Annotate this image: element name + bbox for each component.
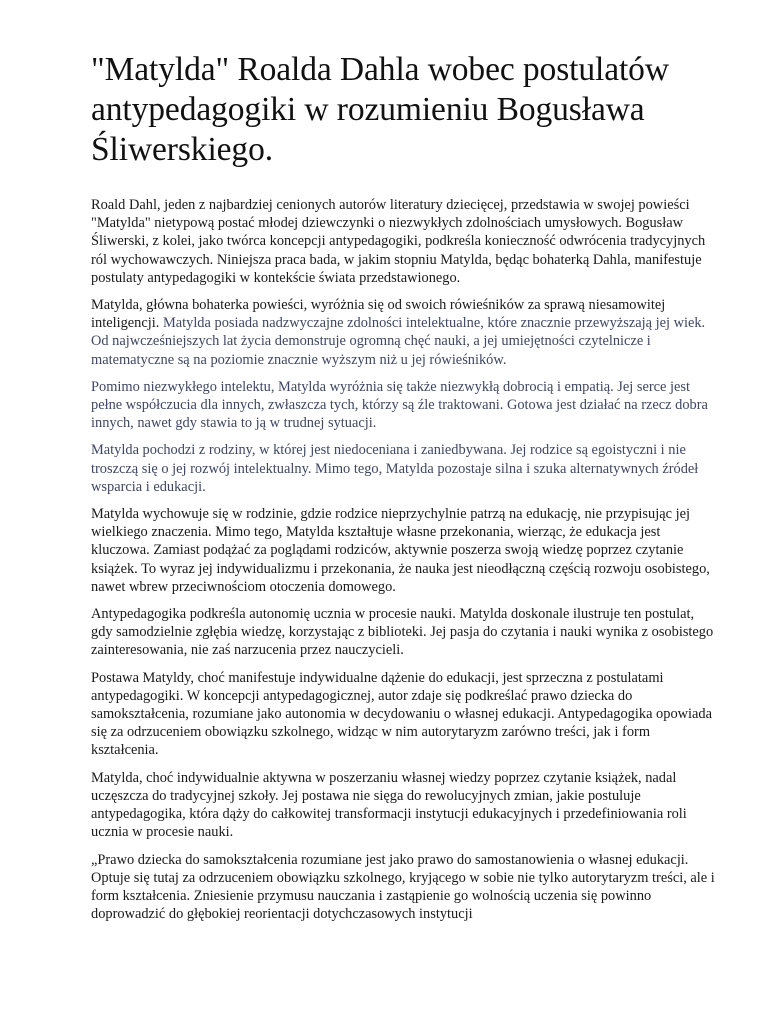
paragraph-text: Matylda, choć indywidualnie aktywna w poszerzaniu własnej wiedzy poprzez czytanie książek, nadal uczęszcza do tradycyjnej szkoły. Jej postawa nie sięga do rewolucyjnych zmian, jakie postuluje antypedagogika, która dąży do całkowitej transformacji instytucji edukacyjnych i przedefiniowania roli ucznia w procesie nauki. [91, 769, 687, 841]
paragraph [91, 505, 716, 596]
paragraph [91, 196, 716, 287]
paragraph [91, 296, 716, 369]
paragraph-text: Postawa Matyldy, choć manifestuje indywidualne dążenie do edukacji, jest sprzeczna z postulatami antypedagogiki. W koncepcji antypedagogicznej, autor zdaje się podkreślać prawo dziecka do samokształcenia, rozumiane jako autonomia w decydowaniu o własnej edukacji. Antypedagogika opowiada się za odrzuceniem obowiązku szkolnego, widząc w nim autorytaryzm zarówno treści, jak i form kształcenia. [91, 669, 713, 759]
paragraph-text: Matylda, główna bohaterka powieści, wyróżnia się od swoich rówieśników za sprawą niesamowitej inteligencji. [91, 297, 666, 332]
paragraph-text: „Prawo dziecka do samokształcenia rozumiane jest jako prawo do samostanowienia o własnej edukacji. Optuje się tutaj za odrzuceniem obowiązku szkolnego, kryjącego w sobie nie tylko autorytaryzm treści, ale i form kształcenia. Zniesienie przymusu nauczania i zastąpienie go wolnością uczenia się powinno doprowadzić do głębokiej reorientacji dotychczasowych instytucji [91, 851, 715, 923]
document-title: "Matylda" Roalda Dahla wobec postulatów antypedagogiki w rozumieniu Bogusława Śliwerskiego. [91, 51, 669, 168]
paragraph-text: Matylda pochodzi z rodziny, w której jest niedoceniana i zaniedbywana. Jej rodzice są egoistyczni i nie troszczą się o jej rozwój intelektualny. Mimo tego, Matylda pozostaje silna i szuka alternatywnych źródeł wsparcia i edukacji. [91, 442, 699, 495]
paragraph-text: Pomimo niezwykłego intelektu, Matylda wyróżnia się także niezwykłą dobrocią i empatią. Jej serce jest pełne współczucia dla innych, zwłaszcza tych, którzy są źle traktowani. Gotowa jest działać na rzecz dobra innych, nawet gdy stawia to ją w trudnej sytuacji. [91, 378, 708, 432]
paragraph-text: Antypedagogika podkreśla autonomię ucznia w procesie nauki. Matylda doskonale ilustruje ten postulat, gdy samodzielnie zgłębia wiedzę, korzystając z biblioteki. Jej pasja do czytania i nauki wynika z osobistego zainteresowania, nie zaś narzucenia przez nauczycieli. [91, 606, 714, 659]
paragraph [91, 378, 716, 433]
paragraph [91, 441, 716, 496]
paragraph [91, 769, 716, 842]
paragraph-text: Roald Dahl, jeden z najbardziej cenionych autorów literatury dziecięcej, przedstawia w swojej powieści "Matylda" nietypową postać młodej dziewczynki o niezwykłych zdolnościach umysłowych. Bogusław Śliwerski, z kolei, jako twórca koncepcji antypedagogiki, podkreśla konieczność odwrócenia tradycyjnych ról wychowawczych. Niniejsza praca bada, w jakim stopniu Matylda, będąc bohaterką Dahla, manifestuje postulaty antypedagogiki w kontekście świata przedstawionego. [91, 197, 706, 286]
paragraph [91, 851, 716, 924]
paragraph [91, 669, 716, 760]
paragraph-text: Matylda wychowuje się w rodzinie, gdzie rodzice nieprzychylnie patrzą na edukację, nie przypisując jej wielkiego znaczenia. Mimo tego, Matylda kształtuje własne przekonania, wierząc, że edukacja jest kluczowa. Zamiast podążać za poglądami rodziców, aktywnie poszerza swoją wiedzę poprzez czytanie książek. To wyraz jej indywidualizmu i przekonania, że nauka jest nieodłączną częścią rozwoju osobistego, nawet wbrew przeciwnościom otoczenia domowego. [91, 506, 710, 595]
paragraph-text: Matylda posiada nadzwyczajne zdolności intelektualne, które znacznie przewyższają jej wiek. Od najwcześniejszych lat życia demonstruje ogromną chęć nauki, a jej umiejętności czytelnicze i matematyczne są na poziomie znacznie wyższym niż u jej rówieśników. [91, 315, 706, 368]
document-body [91, 196, 716, 923]
paragraph [91, 605, 716, 660]
